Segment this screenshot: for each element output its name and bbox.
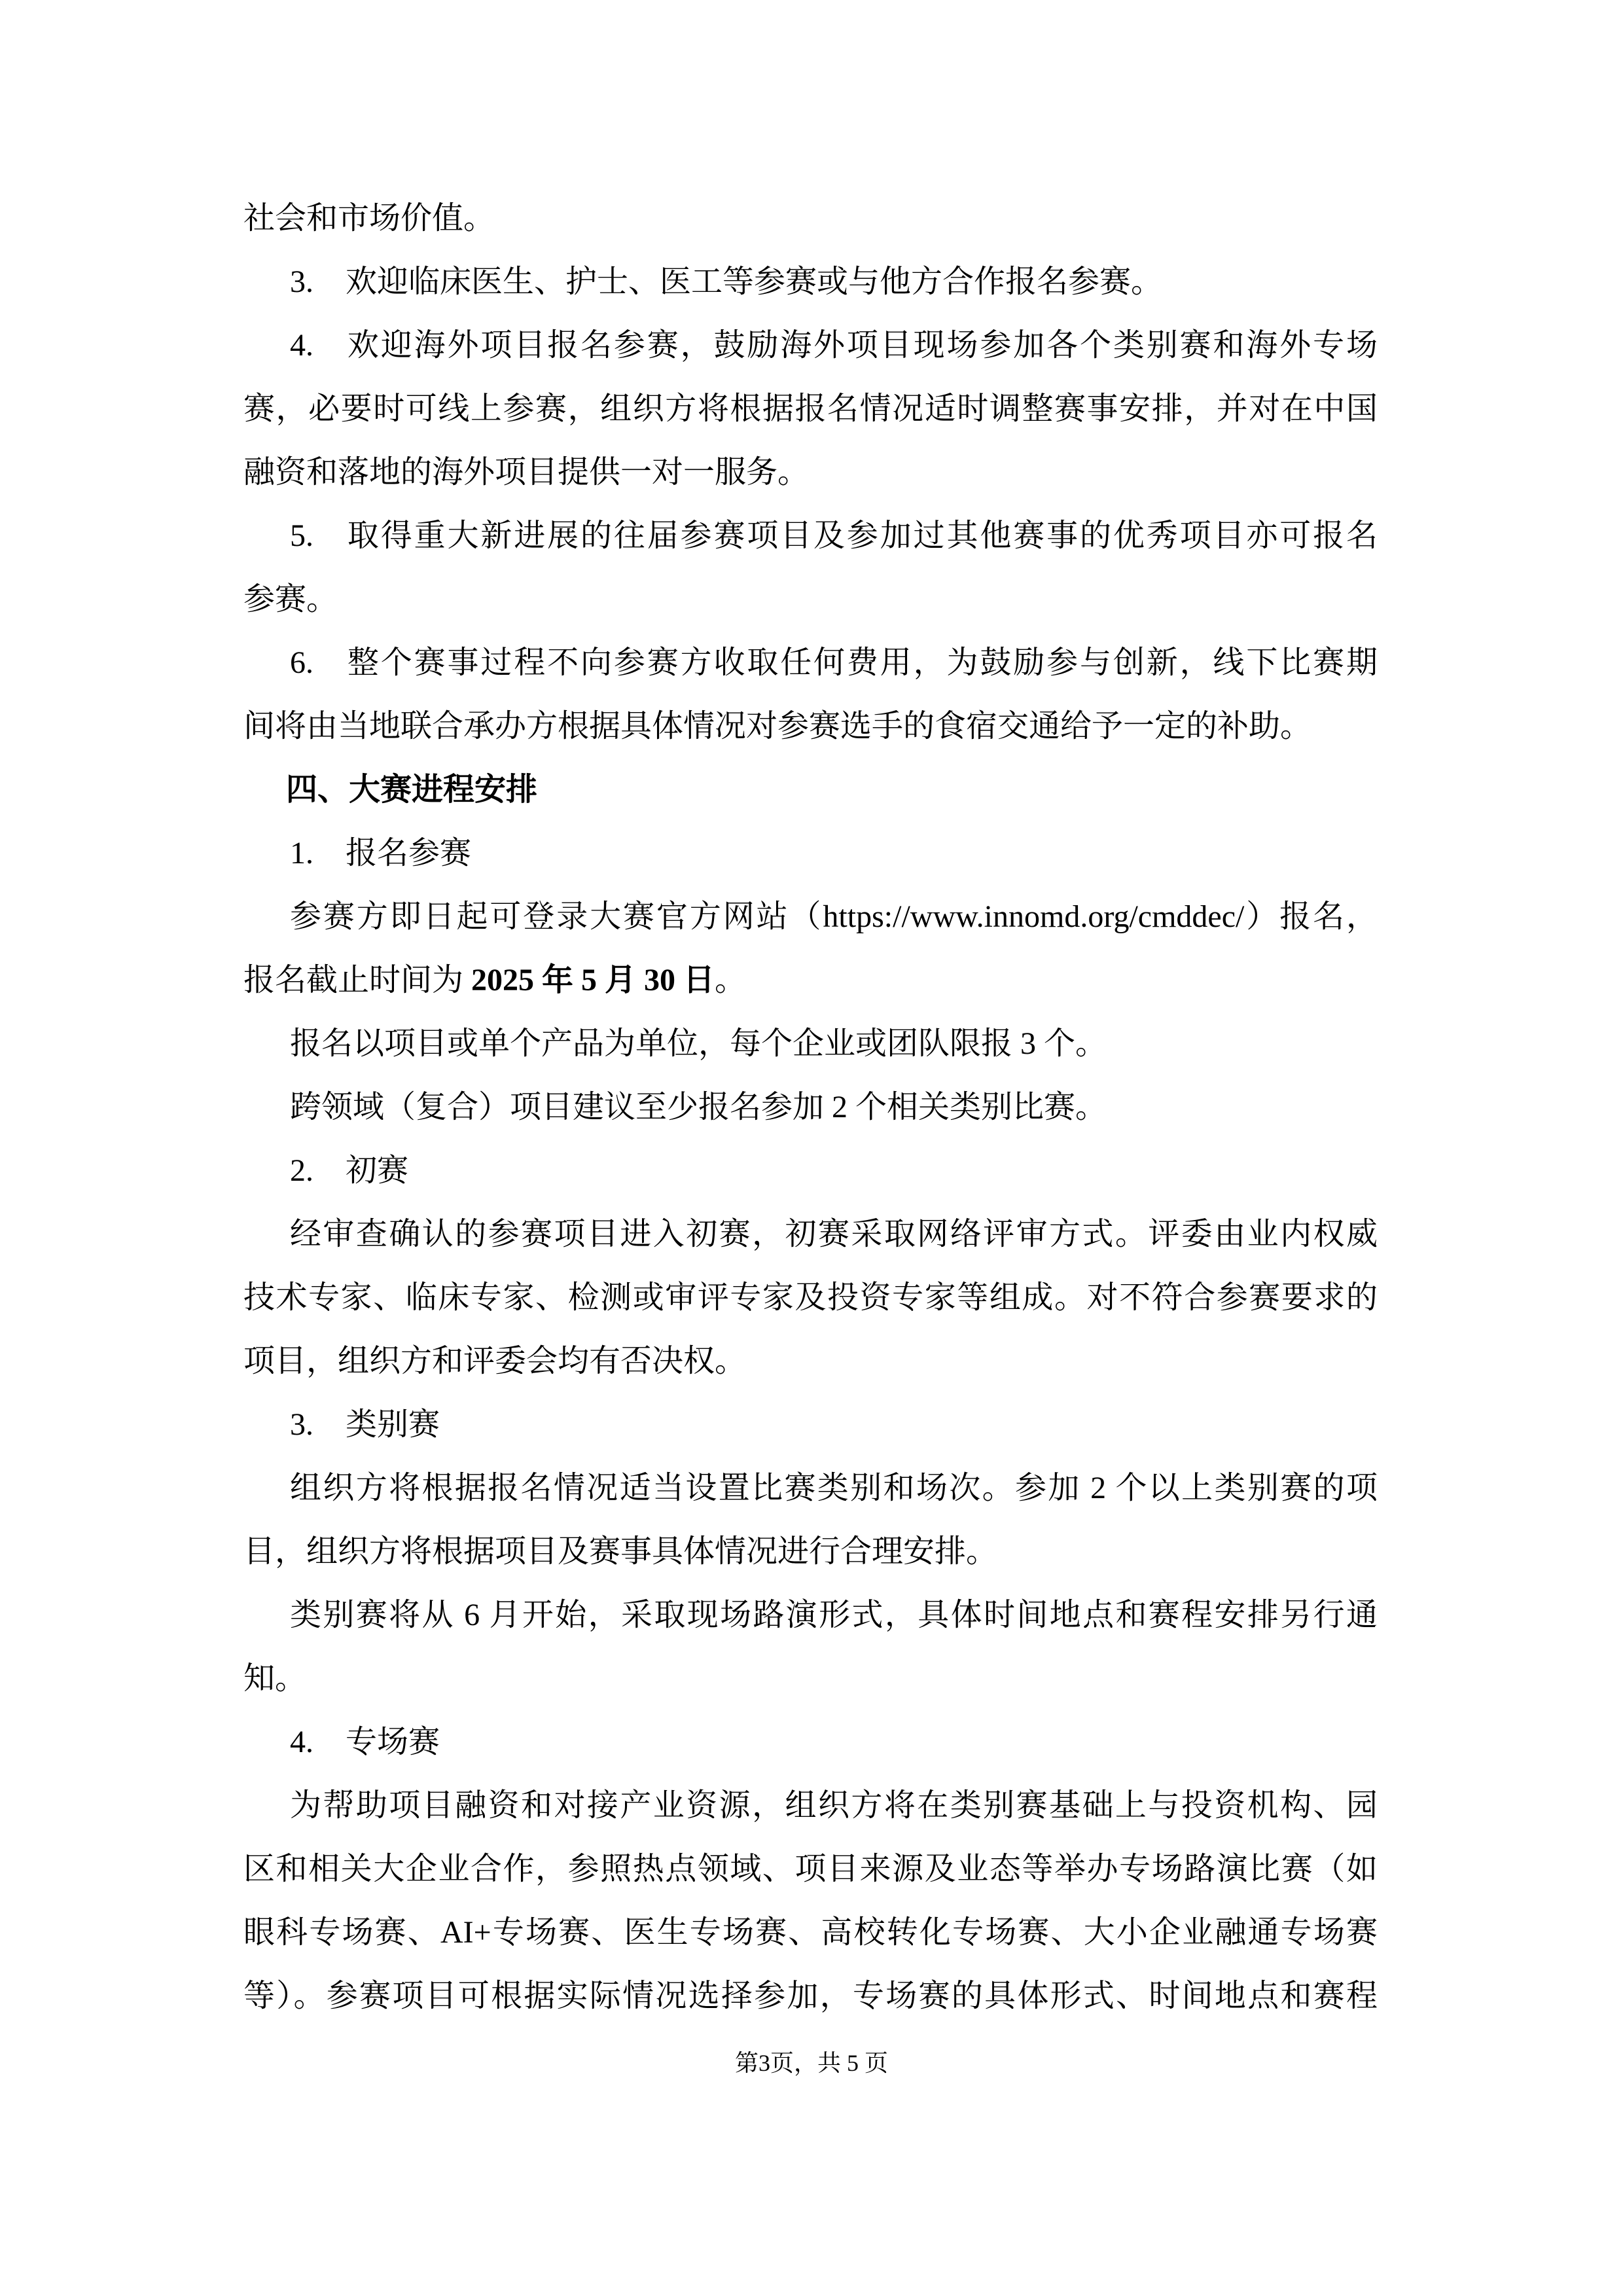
text-line — [243, 504, 1378, 567]
text-line — [243, 187, 1378, 250]
text-run: 知。 — [243, 1661, 307, 1696]
text-run: 。 — [715, 963, 747, 997]
text-line — [243, 1710, 1378, 1774]
list-number: 6. — [290, 645, 313, 680]
page-number: 第3页，共 5 页 — [734, 2050, 888, 2076]
list-number: 3. — [290, 1407, 313, 1442]
text-line — [243, 694, 1378, 758]
text-line — [243, 1964, 1378, 2028]
text-line — [243, 314, 1378, 377]
text-line — [243, 1012, 1378, 1075]
text-run: 报名截止时间为 — [243, 963, 472, 997]
list-number: 5. — [290, 518, 313, 553]
text-line — [243, 1329, 1378, 1393]
text-run: 社会和市场价值。 — [243, 201, 495, 236]
text-run: 初赛 — [346, 1153, 409, 1188]
text-run: 眼科专场赛、AI+专场赛、医生专场赛、高校转化专场赛、大小企业融通专场赛 — [243, 1915, 1378, 1950]
text-run: 整个赛事过程不向参赛方收取任何费用，为鼓励参与创新，线下比赛期 — [346, 645, 1378, 680]
competition-url[interactable]: https://www.innomd.org/cmddec/ — [823, 899, 1245, 934]
text-run: 参赛方即日起可登录大赛官方网站（ — [290, 899, 823, 934]
text-run: 经审查确认的参赛项目进入初赛，初赛采取网络评审方式。评委由业内权威 — [290, 1217, 1378, 1251]
list-number: 1. — [290, 836, 313, 870]
text-line — [243, 1774, 1378, 1837]
list-number: 4. — [290, 328, 313, 363]
text-line — [243, 1266, 1378, 1329]
text-run: 专场赛 — [346, 1725, 440, 1759]
text-line — [243, 1393, 1378, 1456]
text-line — [243, 1456, 1378, 1520]
text-line — [243, 1139, 1378, 1202]
text-line — [243, 1901, 1378, 1964]
text-line — [243, 885, 1378, 948]
document-body — [243, 187, 1378, 2028]
text-line — [243, 1647, 1378, 1710]
text-line — [243, 821, 1378, 885]
page-footer — [0, 2043, 1623, 2083]
text-run: 间将由当地联合承办方根据具体情况对参赛选手的食宿交通给予一定的补助。 — [243, 709, 1312, 744]
text-run: 跨领域（复合）项目建议至少报名参加 2 个相关类别比赛。 — [290, 1090, 1107, 1124]
text-line — [243, 377, 1378, 440]
text-run: 类别赛 — [346, 1407, 440, 1442]
text-line — [243, 567, 1378, 631]
text-run: ）报名， — [1244, 899, 1378, 934]
text-run: 区和相关大企业合作，参照热点领域、项目来源及业态等举办专场路演比赛（如 — [243, 1852, 1378, 1886]
text-run: 报名以项目或单个产品为单位，每个企业或团队限报 3 个。 — [290, 1026, 1107, 1061]
list-number: 2. — [290, 1153, 313, 1188]
registration-deadline: 2025 年 5 月 30 日 — [471, 963, 715, 997]
text-line — [243, 631, 1378, 694]
text-line — [243, 1075, 1378, 1139]
text-run: 取得重大新进展的往届参赛项目及参加过其他赛事的优秀项目亦可报名 — [346, 518, 1378, 553]
text-line — [243, 1202, 1378, 1266]
text-line — [243, 1583, 1378, 1647]
text-run: 项目，组织方和评委会均有否决权。 — [243, 1344, 747, 1378]
text-run: 等）。参赛项目可根据实际情况选择参加，专场赛的具体形式、时间地点和赛程 — [243, 1979, 1378, 2013]
text-run: 赛，必要时可线上参赛，组织方将根据报名情况适时调整赛事安排，并对在中国 — [243, 391, 1378, 426]
text-line — [243, 1520, 1378, 1583]
text-line — [243, 1837, 1378, 1901]
text-line — [243, 440, 1378, 504]
list-number: 4. — [290, 1725, 313, 1759]
text-run: 报名参赛 — [346, 836, 472, 870]
text-run: 参赛。 — [243, 582, 338, 617]
text-run: 组织方将根据报名情况适当设置比赛类别和场次。参加 2 个以上类别赛的项 — [290, 1471, 1378, 1505]
text-run: 技术专家、临床专家、检测或审评专家及投资专家等组成。对不符合参赛要求的 — [243, 1280, 1378, 1315]
text-run: 欢迎临床医生、护士、医工等参赛或与他方合作报名参赛。 — [346, 264, 1163, 299]
text-line — [243, 948, 1378, 1012]
text-run: 类别赛将从 6 月开始，采取现场路演形式，具体时间地点和赛程安排另行通 — [290, 1598, 1378, 1632]
text-run: 欢迎海外项目报名参赛，鼓励海外项目现场参加各个类别赛和海外专场 — [346, 328, 1378, 363]
text-run: 为帮助项目融资和对接产业资源，组织方将在类别赛基础上与投资机构、园 — [290, 1788, 1378, 1823]
list-number: 3. — [290, 264, 313, 299]
text-run: 目，组织方将根据项目及赛事具体情况进行合理安排。 — [243, 1534, 998, 1569]
text-run: 融资和落地的海外项目提供一对一服务。 — [243, 455, 810, 490]
text-run: 四、大赛进程安排 — [286, 772, 538, 807]
text-line — [243, 250, 1378, 314]
section-heading — [243, 758, 1378, 821]
